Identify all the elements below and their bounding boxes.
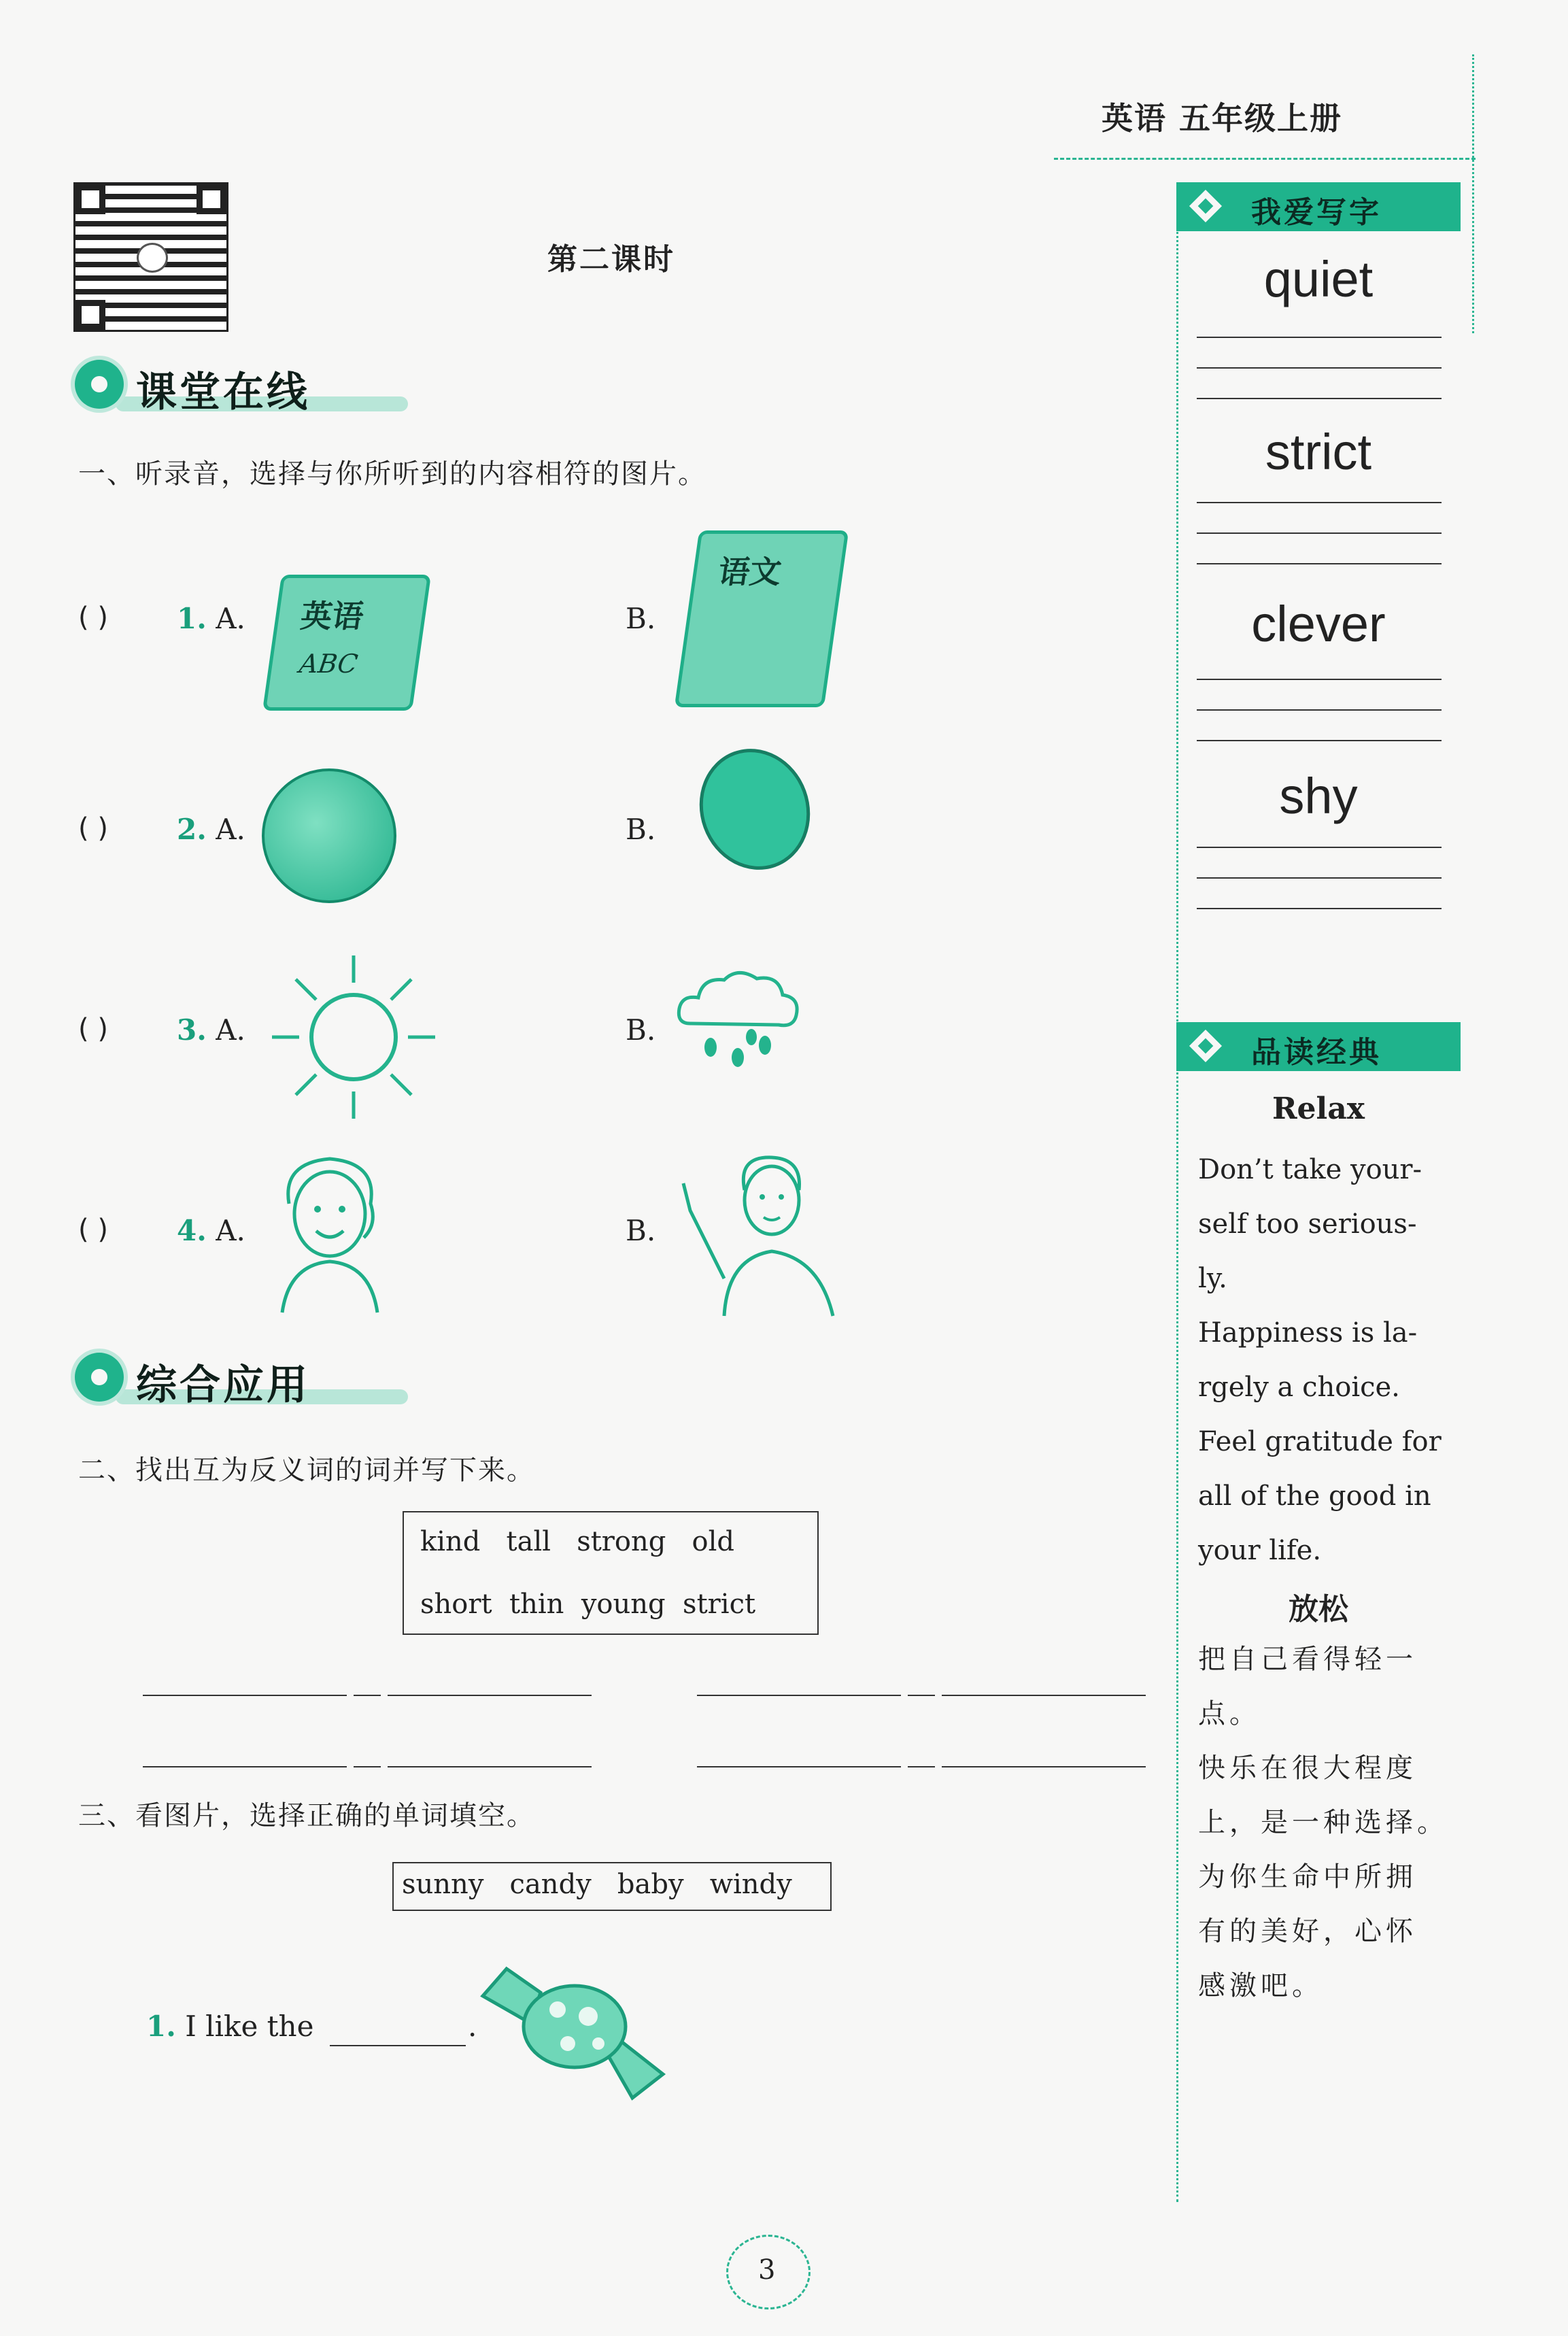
sun-icon[interactable] — [265, 949, 442, 1125]
relax-line: Don’t take your- — [1198, 1154, 1422, 1185]
answer-blank[interactable] — [388, 1765, 592, 1767]
option-b-label: B. — [626, 1214, 656, 1247]
section-title: 课堂在线 — [136, 369, 310, 416]
option-a-label: A. — [216, 602, 245, 635]
cn-line: 快乐在很大程度 — [1198, 1753, 1417, 1784]
relax-line: Happiness is la- — [1198, 1317, 1418, 1349]
option-a-label: A. — [216, 1013, 245, 1047]
relax-title: Relax — [1272, 1091, 1365, 1126]
q3-item1-num: 1. — [146, 2010, 176, 2043]
answer-dash — [354, 1693, 381, 1696]
option-a-label: A. — [216, 1214, 245, 1247]
write-section-header — [1176, 182, 1461, 231]
cn-line: 感激吧。 — [1198, 1970, 1323, 2001]
q1-instruction: 一、听录音，选择与你所听到的内容相符的图片。 — [78, 458, 706, 490]
answer-dash — [908, 1693, 935, 1696]
relax-line: all of the good in — [1198, 1480, 1431, 1512]
qr-code-icon[interactable] — [73, 182, 228, 332]
writing-line[interactable] — [1197, 337, 1442, 338]
practice-word-1: quiet — [1263, 251, 1374, 307]
practice-word-2: strict — [1265, 424, 1372, 480]
cn-line: 把自己看得轻一 — [1198, 1644, 1417, 1675]
word-choice-box — [392, 1862, 832, 1911]
man-pointing-icon[interactable] — [663, 1149, 867, 1319]
book-cover-title: 语文 — [715, 554, 784, 590]
diamond-icon — [1189, 1030, 1222, 1062]
answer-blank[interactable] — [697, 1765, 901, 1767]
answer-blank[interactable] — [330, 2044, 466, 2046]
gear-icon — [75, 1353, 124, 1402]
answer-paren-1[interactable]: ( ) — [78, 602, 108, 633]
relax-paragraph — [1198, 1142, 1456, 1578]
section-banner-class-online — [75, 357, 428, 416]
cn-title: 放松 — [1289, 1592, 1348, 1627]
writing-line[interactable] — [1197, 367, 1442, 369]
right-column-divider — [1176, 182, 1178, 2202]
answer-blank[interactable] — [942, 1765, 1146, 1767]
book-cover-title: 英语 — [298, 598, 367, 634]
writing-line[interactable] — [1197, 398, 1442, 399]
writing-line[interactable] — [1197, 908, 1442, 909]
chinese-book-icon[interactable] — [675, 530, 849, 707]
book-header-title: 英语 五年级上册 — [1102, 100, 1343, 137]
relax-line: your life. — [1198, 1535, 1322, 1566]
classic-section-header — [1176, 1022, 1461, 1071]
writing-line[interactable] — [1197, 563, 1442, 564]
lesson-title: 第二课时 — [547, 242, 675, 277]
writing-line[interactable] — [1197, 709, 1442, 711]
answer-blank[interactable] — [143, 1765, 347, 1767]
q1-item4-num: 4. — [177, 1214, 207, 1247]
q1-item3-label — [177, 1013, 245, 1047]
q3-item1 — [146, 2010, 313, 2043]
option-b-label: B. — [626, 813, 656, 846]
gear-icon — [75, 360, 124, 409]
answer-blank[interactable] — [388, 1693, 592, 1696]
header-dotted-edge — [1472, 54, 1480, 333]
writing-line[interactable] — [1197, 679, 1442, 680]
relax-line: rgely a choice. — [1198, 1372, 1400, 1403]
q1-item2-num: 2. — [177, 813, 207, 846]
smiling-woman-icon[interactable] — [262, 1149, 398, 1319]
q1-item1-num: 1. — [177, 602, 207, 635]
writing-line[interactable] — [1197, 740, 1442, 741]
cn-line: 点。 — [1198, 1698, 1261, 1729]
rain-cloud-icon[interactable] — [670, 962, 806, 1078]
q1-item3-num: 3. — [177, 1013, 207, 1047]
option-b-label: B. — [626, 1013, 656, 1047]
option-a-label: A. — [216, 813, 245, 846]
cn-line: 为你生命中所拥 — [1198, 1861, 1417, 1893]
answer-paren-2[interactable]: ( ) — [78, 813, 108, 844]
page-number: 3 — [758, 2254, 776, 2286]
q3-instruction: 三、看图片，选择正确的单词填空。 — [78, 1800, 535, 1831]
word-choices: sunny candy baby windy — [402, 1869, 792, 1900]
writing-line[interactable] — [1197, 532, 1442, 534]
writing-line[interactable] — [1197, 847, 1442, 848]
football-icon[interactable] — [262, 768, 396, 903]
antonym-word-box — [403, 1511, 819, 1635]
ping-pong-paddle-icon[interactable] — [683, 733, 827, 885]
q1-item2-label — [177, 813, 245, 846]
english-book-icon[interactable] — [262, 575, 431, 711]
practice-word-3: clever — [1251, 596, 1386, 652]
writing-line[interactable] — [1197, 502, 1442, 503]
write-section-title: 我爱写字 — [1251, 195, 1382, 230]
diamond-icon — [1189, 190, 1222, 222]
answer-blank[interactable] — [942, 1693, 1146, 1696]
relax-line: ly. — [1198, 1263, 1227, 1294]
section-title: 综合应用 — [136, 1361, 310, 1409]
book-cover-sub: ABC — [297, 649, 360, 679]
cn-line: 上，是一种选择。 — [1198, 1807, 1448, 1838]
q3-item1-text: I like the — [185, 2010, 314, 2043]
header-divider — [1054, 158, 1476, 160]
answer-paren-3[interactable]: ( ) — [78, 1013, 108, 1045]
practice-word-4: shy — [1279, 768, 1358, 824]
word-box-row-2: short thin young strict — [420, 1589, 756, 1620]
cn-line: 有的美好，心怀 — [1198, 1916, 1417, 1947]
writing-line[interactable] — [1197, 877, 1442, 879]
relax-line: self too serious- — [1198, 1208, 1417, 1240]
q1-item4-label — [177, 1214, 245, 1247]
answer-blank[interactable] — [143, 1693, 347, 1696]
answer-dash — [908, 1765, 935, 1767]
option-b-label: B. — [626, 602, 656, 635]
answer-paren-4[interactable]: ( ) — [78, 1214, 108, 1245]
sentence-end-period: . — [468, 2010, 477, 2043]
answer-blank[interactable] — [697, 1693, 901, 1696]
q1-item1-label — [177, 602, 245, 635]
relax-line: Feel gratitude for — [1198, 1426, 1442, 1457]
candy-icon[interactable] — [469, 1942, 673, 2112]
answer-dash — [354, 1765, 381, 1767]
word-box-row-1: kind tall strong old — [420, 1526, 734, 1557]
section-banner-apply — [75, 1350, 428, 1409]
cn-paragraph — [1198, 1632, 1456, 2013]
q2-instruction: 二、找出互为反义词的词并写下来。 — [78, 1455, 535, 1486]
classic-section-title: 品读经典 — [1251, 1035, 1382, 1070]
